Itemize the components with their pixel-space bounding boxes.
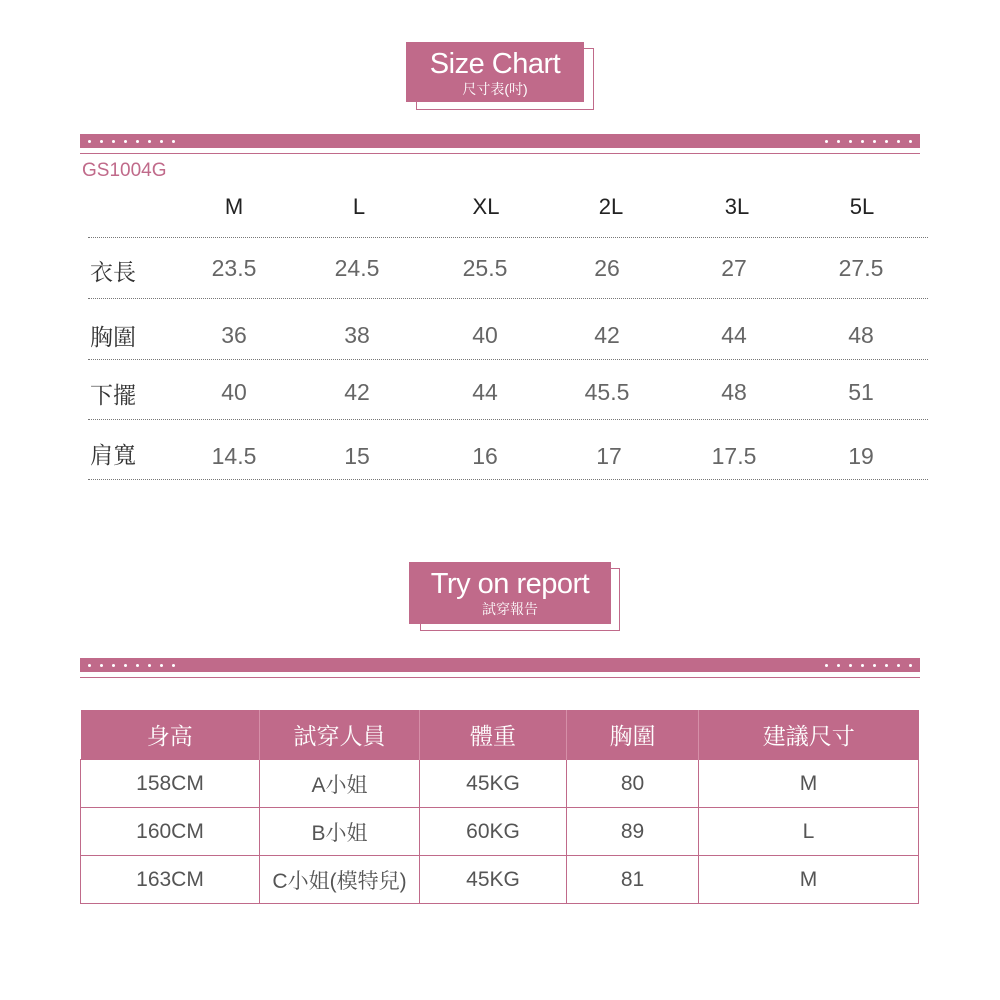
table-row xyxy=(81,856,919,904)
row-separator xyxy=(88,359,928,360)
row-separator xyxy=(88,419,928,420)
header-suggested-size: 建議尺寸 xyxy=(699,710,919,760)
table-header-row xyxy=(81,710,919,760)
size-chart-title-box xyxy=(406,42,584,102)
section-divider-bar xyxy=(80,658,920,672)
row-label-shoulder: 肩寬 xyxy=(90,442,136,468)
cell-tester: B小姐 xyxy=(260,808,420,856)
cell: 44 xyxy=(721,322,747,348)
cell-suggested-size: M xyxy=(699,760,919,808)
row-label-hem: 下擺 xyxy=(90,382,136,408)
cell: 15 xyxy=(344,443,370,469)
try-on-title: Try on report xyxy=(430,568,590,600)
header-weight: 體重 xyxy=(420,710,567,760)
header-tester: 試穿人員 xyxy=(260,710,420,760)
cell: 25.5 xyxy=(462,255,508,281)
try-on-title-box xyxy=(409,562,611,624)
size-header-5l: 5L xyxy=(849,194,875,219)
cell-tester: C小姐(模特兒) xyxy=(260,856,420,904)
size-header-m: M xyxy=(224,194,244,219)
cell: 42 xyxy=(344,379,370,405)
cell: 19 xyxy=(848,443,874,469)
size-header-xl: XL xyxy=(472,194,500,219)
cell: 24.5 xyxy=(334,255,380,281)
cell-suggested-size: M xyxy=(699,856,919,904)
cell: 17.5 xyxy=(711,443,757,469)
cell: 27 xyxy=(721,255,747,281)
try-on-subtitle: 試穿報告 xyxy=(482,601,538,617)
size-chart-subtitle: 尺寸表(吋) xyxy=(462,81,528,97)
cell: 36 xyxy=(221,322,247,348)
cell: 16 xyxy=(472,443,498,469)
cell-height: 160CM xyxy=(81,808,260,856)
size-header-l: L xyxy=(352,194,366,219)
table-row xyxy=(81,760,919,808)
size-chart-title: Size Chart xyxy=(429,48,561,80)
section-divider-line xyxy=(80,677,920,678)
cell-weight: 60KG xyxy=(420,808,567,856)
cell: 45.5 xyxy=(584,379,630,405)
cell: 51 xyxy=(848,379,874,405)
product-code: GS1004G xyxy=(82,160,167,181)
cell-chest: 81 xyxy=(567,856,699,904)
row-separator xyxy=(88,298,928,299)
cell-weight: 45KG xyxy=(420,760,567,808)
row-separator xyxy=(88,237,928,238)
header-chest: 胸圍 xyxy=(567,710,699,760)
cell: 14.5 xyxy=(211,443,257,469)
cell-tester: A小姐 xyxy=(260,760,420,808)
cell: 44 xyxy=(472,379,498,405)
row-separator xyxy=(88,479,928,480)
cell-chest: 89 xyxy=(567,808,699,856)
cell: 40 xyxy=(472,322,498,348)
header-height: 身高 xyxy=(81,710,260,760)
cell: 27.5 xyxy=(838,255,884,281)
size-header-2l: 2L xyxy=(598,194,624,219)
cell: 48 xyxy=(848,322,874,348)
cell-suggested-size: L xyxy=(699,808,919,856)
cell: 38 xyxy=(344,322,370,348)
divider-dots-left xyxy=(88,137,175,145)
section-divider-bar xyxy=(80,134,920,148)
row-label-chest: 胸圍 xyxy=(90,324,136,350)
cell: 17 xyxy=(596,443,622,469)
cell: 40 xyxy=(221,379,247,405)
section-divider-line xyxy=(80,153,920,154)
cell-chest: 80 xyxy=(567,760,699,808)
divider-dots-right xyxy=(825,137,912,145)
cell: 23.5 xyxy=(211,255,257,281)
try-on-table xyxy=(80,710,919,904)
cell: 48 xyxy=(721,379,747,405)
cell-height: 158CM xyxy=(81,760,260,808)
cell-height: 163CM xyxy=(81,856,260,904)
divider-dots-left xyxy=(88,661,175,669)
divider-dots-right xyxy=(825,661,912,669)
row-label-length: 衣長 xyxy=(90,259,136,285)
size-header-3l: 3L xyxy=(724,194,750,219)
table-row xyxy=(81,808,919,856)
cell-weight: 45KG xyxy=(420,856,567,904)
cell: 26 xyxy=(594,255,620,281)
cell: 42 xyxy=(594,322,620,348)
